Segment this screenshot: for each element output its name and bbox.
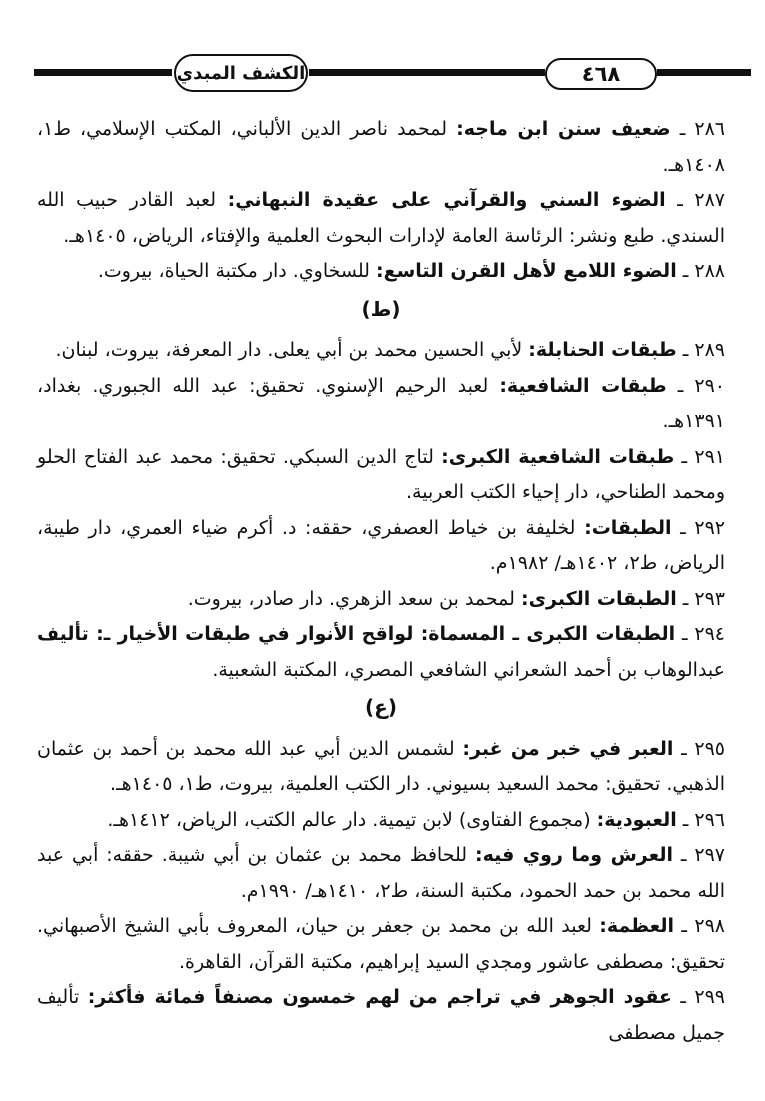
bibliography-entry: ٢٩٩ ـ عقود الجوهر في تراجم من لهم خمسون مصنفاً فمائة فأكثر: تأليف جميل مصطفى: [37, 986, 726, 1044]
entry-number: ٢٩٨: [694, 915, 726, 937]
entry-title: الطبقات الكبرى ـ المسماة: لواقح الأنوار في طبقات الأخيار ـ: تأليف: [37, 623, 676, 645]
entry-number: ٢٩٧: [694, 844, 725, 866]
entry-title: الضوء السني والقرآني على عقيدة النبهاني:: [227, 189, 666, 211]
entry-number: ٢٨٦: [694, 118, 725, 140]
entry-title: العبر في خبر من غبر:: [462, 737, 674, 760]
entry-details: لمحمد بن سعد الزهري. دار صادر، بيروت.: [187, 587, 515, 610]
entry-title: طبقات الشافعية:: [499, 374, 667, 397]
bibliography-entry: ٢٩٠ ـ طبقات الشافعية: لعبد الرحيم الإسنوي. تحقيق: عبد الله الجبوري. بغداد، ١٣٩١هـ.: [37, 374, 726, 432]
entry-title: عقود الجوهر في تراجم من لهم خمسون مصنفاً فمائة فأكثر:: [87, 986, 672, 1008]
entry-number: ٢٩٠: [694, 374, 726, 397]
bibliography-entry: ٢٩٥ ـ العبر في خبر من غبر: لشمس الدين أبي عبد الله محمد بن أحمد بن عثمان الذهبي. تحقيق: محمد السعيد بسيوني. دار الكتب العلمية، بيروت، ط١، ١٤٠٥هـ.: [37, 737, 725, 795]
entry-details: لعبد الله بن محمد بن جعفر بن حيان، المعروف بأبي الشيخ الأصبهاني. تحقيق: مصطفى عاشور ومجدي السيد إبراهيم، مكتبة القرآن، القاهرة.: [37, 915, 725, 973]
bibliography-entry: ٢٩٤ ـ الطبقات الكبرى ـ المسماة: لواقح الأنوار في طبقات الأخيار ـ: تأليف عبدالوهاب بن أحمد الشعراني الشافعي المصري، المكتبة الشعبية.: [37, 623, 725, 681]
entry-number: ٢٨٧: [694, 189, 725, 211]
entry-title: طبقات الحنابلة:: [528, 339, 677, 361]
entry-number: ٢٩١: [694, 445, 725, 468]
entry-number: ٢٩٦: [694, 808, 725, 831]
running-header: [0, 44, 765, 106]
bibliography-entry: ٢٨٧ ـ الضوء السني والقرآني على عقيدة النبهاني: لعبد القادر حبيب الله السندي. طبع ونشر: الرئاسة العامة لإدارات البحوث العلمية والإفتاء، الرياض، ١٤٠٥هـ.: [37, 189, 725, 247]
entry-number: ٢٩٣: [694, 587, 725, 610]
entry-details: للسخاوي. دار مكتبة الحياة، بيروت.: [97, 260, 370, 282]
bibliography-entry: ٢٩٢ ـ الطبقات: لخليفة بن خياط العصفري، حققه: د. أكرم ضياء العمري، دار طيبة، الرياض، ط٢، ١٤٠٢هـ/ ١٩٨٢م.: [37, 516, 725, 574]
bibliography-entry: ٢٩٨ ـ العظمة: لعبد الله بن محمد بن جعفر بن حيان، المعروف بأبي الشيخ الأصبهاني. تحقيق: مصطفى عاشور ومجدي السيد إبراهيم، مكتبة القرآن، القاهرة.: [37, 915, 726, 973]
entry-details: للحافظ محمد بن عثمان بن أبي شيبة. حققه: أبي عبد الله محمد بن حمد الحمود، مكتبة السنة، ط٢، ١٤١٠هـ/ ١٩٩٠م.: [37, 844, 725, 902]
entry-details: تأليف جميل مصطفى: [37, 986, 725, 1044]
entry-number: ٢٨٩: [694, 339, 725, 361]
entry-number: ٢٩٥: [694, 737, 725, 760]
bibliography-entry: ٢٨٨ ـ الضوء اللامع لأهل القرن التاسع: للسخاوي. دار مكتبة الحياة، بيروت.: [97, 260, 725, 282]
entry-details: لعبد الرحيم الإسنوي. تحقيق: عبد الله الجبوري. بغداد، ١٣٩١هـ.: [37, 374, 725, 432]
header-rule-left: [34, 69, 172, 76]
entry-number: ٢٩٤: [694, 623, 725, 645]
book-title: الكشف المبدي: [174, 54, 308, 92]
entry-details: لأبي الحسين محمد بن أبي يعلى. دار المعرفة، بيروت، لبنان.: [55, 339, 523, 361]
section-heading-ain: (ع): [365, 695, 397, 719]
entry-title: ضعيف سنن ابن ماجه:: [456, 118, 671, 140]
bibliography-entry: ٢٨٩ ـ طبقات الحنابلة: لأبي الحسين محمد بن أبي يعلى. دار المعرفة، بيروت، لبنان.: [55, 339, 725, 361]
entry-details: لخليفة بن خياط العصفري، حققه: د. أكرم ضياء العمري، دار طيبة، الرياض، ط٢، ١٤٠٢هـ/ ١٩٨٢م.: [37, 516, 725, 574]
header-rule-middle: [309, 69, 545, 76]
entry-details: لشمس الدين أبي عبد الله محمد بن أحمد بن عثمان الذهبي. تحقيق: محمد السعيد بسيوني. دار الكتب العلمية، بيروت، ط١، ١٤٠٥هـ.: [37, 737, 725, 795]
bibliography-entry: ٢٩١ ـ طبقات الشافعية الكبرى: لتاج الدين السبكي. تحقيق: محمد عبد الفتاح الحلو ومحمد الطناحي، دار إحياء الكتب العربية.: [37, 445, 725, 503]
page-number: ٤٦٨: [545, 58, 657, 90]
bibliography-entry: ٢٩٦ ـ العبودية: (مجموع الفتاوى) لابن تيمية. دار عالم الكتب، الرياض، ١٤١٢هـ.: [107, 808, 725, 831]
bibliography-text: [37, 112, 725, 1051]
entry-details: لعبد القادر حبيب الله السندي. طبع ونشر: الرئاسة العامة لإدارات البحوث العلمية والإفتاء، الرياض، ١٤٠٥هـ.: [37, 189, 725, 247]
header-rule-right: [657, 69, 751, 76]
entry-title: الطبقات:: [584, 516, 672, 539]
bibliography-entry: ٢٩٣ ـ الطبقات الكبرى: لمحمد بن سعد الزهري. دار صادر، بيروت.: [187, 587, 725, 610]
bibliography-entry: ٢٩٧ ـ العرش وما روي فيه: للحافظ محمد بن عثمان بن أبي شيبة. حققه: أبي عبد الله محمد بن حمد الحمود، مكتبة السنة، ط٢، ١٤١٠هـ/ ١٩٩٠م.: [37, 844, 725, 902]
entry-title: العظمة:: [599, 915, 675, 937]
entry-details: لتاج الدين السبكي. تحقيق: محمد عبد الفتاح الحلو ومحمد الطناحي، دار إحياء الكتب العربية.: [37, 445, 725, 503]
bibliography-entry: ٢٨٦ ـ ضعيف سنن ابن ماجه: لمحمد ناصر الدين الألباني، المكتب الإسلامي، ط١، ١٤٠٨هـ.: [37, 118, 725, 176]
entry-title: العبودية:: [596, 808, 677, 831]
entry-details: (مجموع الفتاوى) لابن تيمية. دار عالم الكتب، الرياض، ١٤١٢هـ.: [107, 808, 591, 831]
entry-number: ٢٩٩: [694, 986, 726, 1008]
section-heading-ta: (ط): [361, 296, 401, 321]
entry-number: ٢٨٨: [694, 260, 725, 282]
entry-details: لمحمد ناصر الدين الألباني، المكتب الإسلامي، ط١، ١٤٠٨هـ.: [37, 118, 725, 176]
entry-title: الضوء اللامع لأهل القرن التاسع:: [376, 260, 677, 282]
entry-title: طبقات الشافعية الكبرى:: [441, 445, 675, 468]
entry-number: ٢٩٢: [694, 516, 725, 539]
entry-title: العرش وما روي فيه:: [474, 844, 673, 866]
entry-details: عبدالوهاب بن أحمد الشعراني الشافعي المصري، المكتبة الشعبية.: [212, 658, 725, 681]
entry-title: الطبقات الكبرى:: [521, 587, 677, 610]
